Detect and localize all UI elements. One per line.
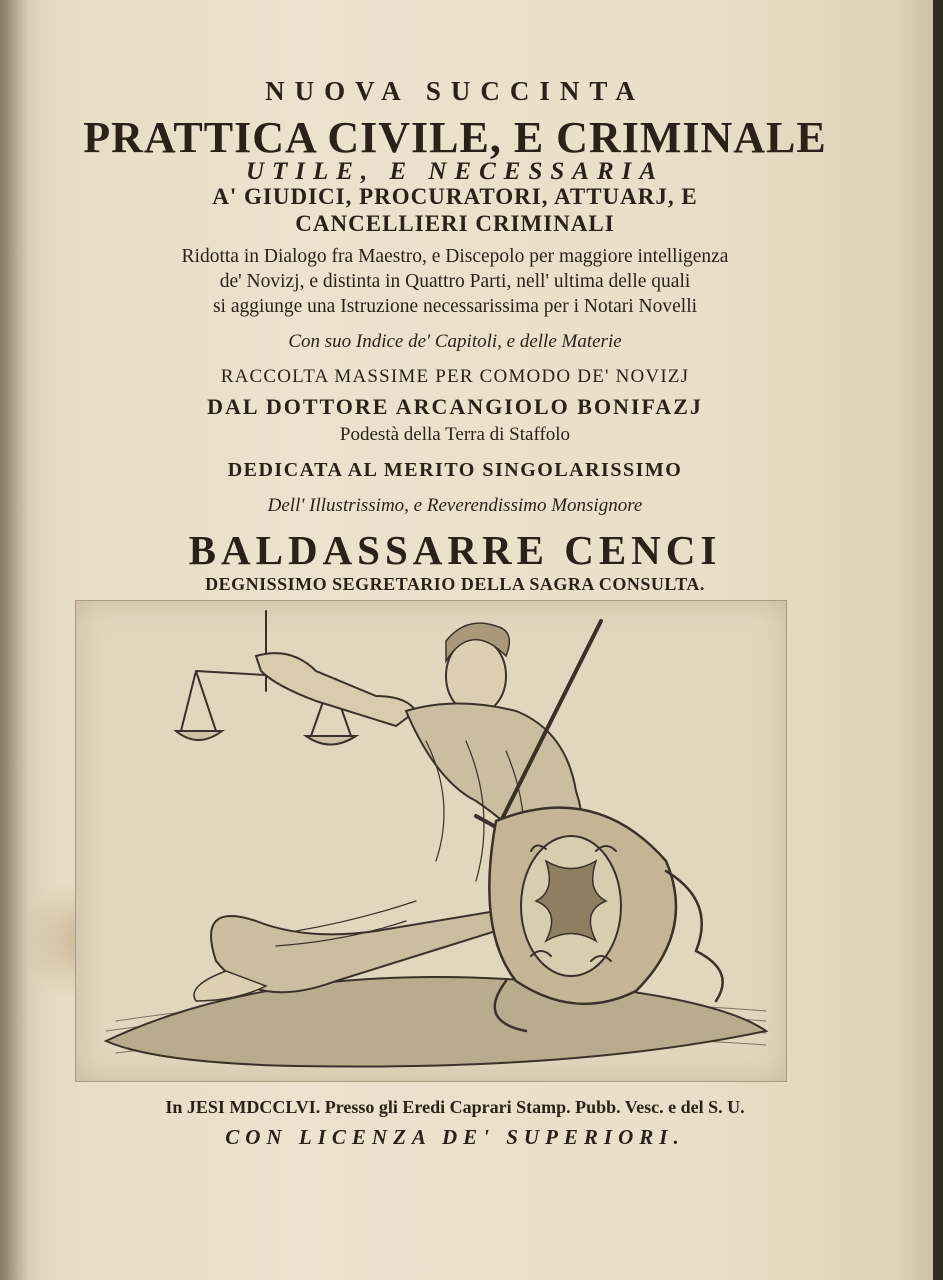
collection-note: RACCOLTA MASSIME PER COMODO DE' NOVIZJ — [220, 366, 690, 387]
license-line: CON LICENZA DE' SUPERIORI. — [225, 1125, 685, 1149]
engraving-illustration — [75, 600, 787, 1082]
raised-arm — [256, 653, 416, 726]
page-edge — [933, 0, 943, 1280]
title-main: PRATTICA CIVILE, E CRIMINALE — [83, 113, 827, 162]
author-title: Podestà della Terra di Staffolo — [339, 424, 571, 445]
subtitle-line-1: Ridotta in Dialogo fra Maestro, e Discepolo per maggiore intelligenza — [181, 246, 729, 267]
title-line-4: A' GIUDICI, PROCURATORI, ATTUARJ, E — [212, 184, 698, 209]
author-line: DAL DOTTORE ARCANGIOLO BONIFAZJ — [207, 394, 703, 419]
dedicatee-name: BALDASSARRE CENCI — [188, 527, 722, 573]
title-line-5: CANCELLIERI CRIMINALI — [295, 211, 615, 236]
title-line-1: NUOVA SUCCINTA — [265, 76, 645, 106]
subtitle-line-2: de' Novizj, e distinta in Quattro Parti, nell' ultima delle quali — [219, 271, 691, 292]
index-note: Con suo Indice de' Capitoli, e delle Materie — [288, 331, 622, 352]
imprint-line: In JESI MDCCLVI. Presso gli Eredi Caprari Stamp. Pubb. Vesc. e del S. U. — [165, 1097, 745, 1117]
dedication-line: DEDICATA AL MERITO SINGOLARISSIMO — [227, 459, 683, 481]
dedication-honorific: Dell' Illustrissimo, e Reverendissimo Monsignore — [267, 495, 643, 516]
justice-engraving — [76, 601, 786, 1081]
subtitle-line-3: si aggiunge una Istruzione necessarissima per i Notari Novelli — [212, 296, 698, 317]
dedicatee-title: DEGNISSIMO SEGRETARIO DELLA SAGRA CONSULTA. — [205, 574, 705, 594]
title-line-3: UTILE, E NECESSARIA — [245, 158, 665, 185]
